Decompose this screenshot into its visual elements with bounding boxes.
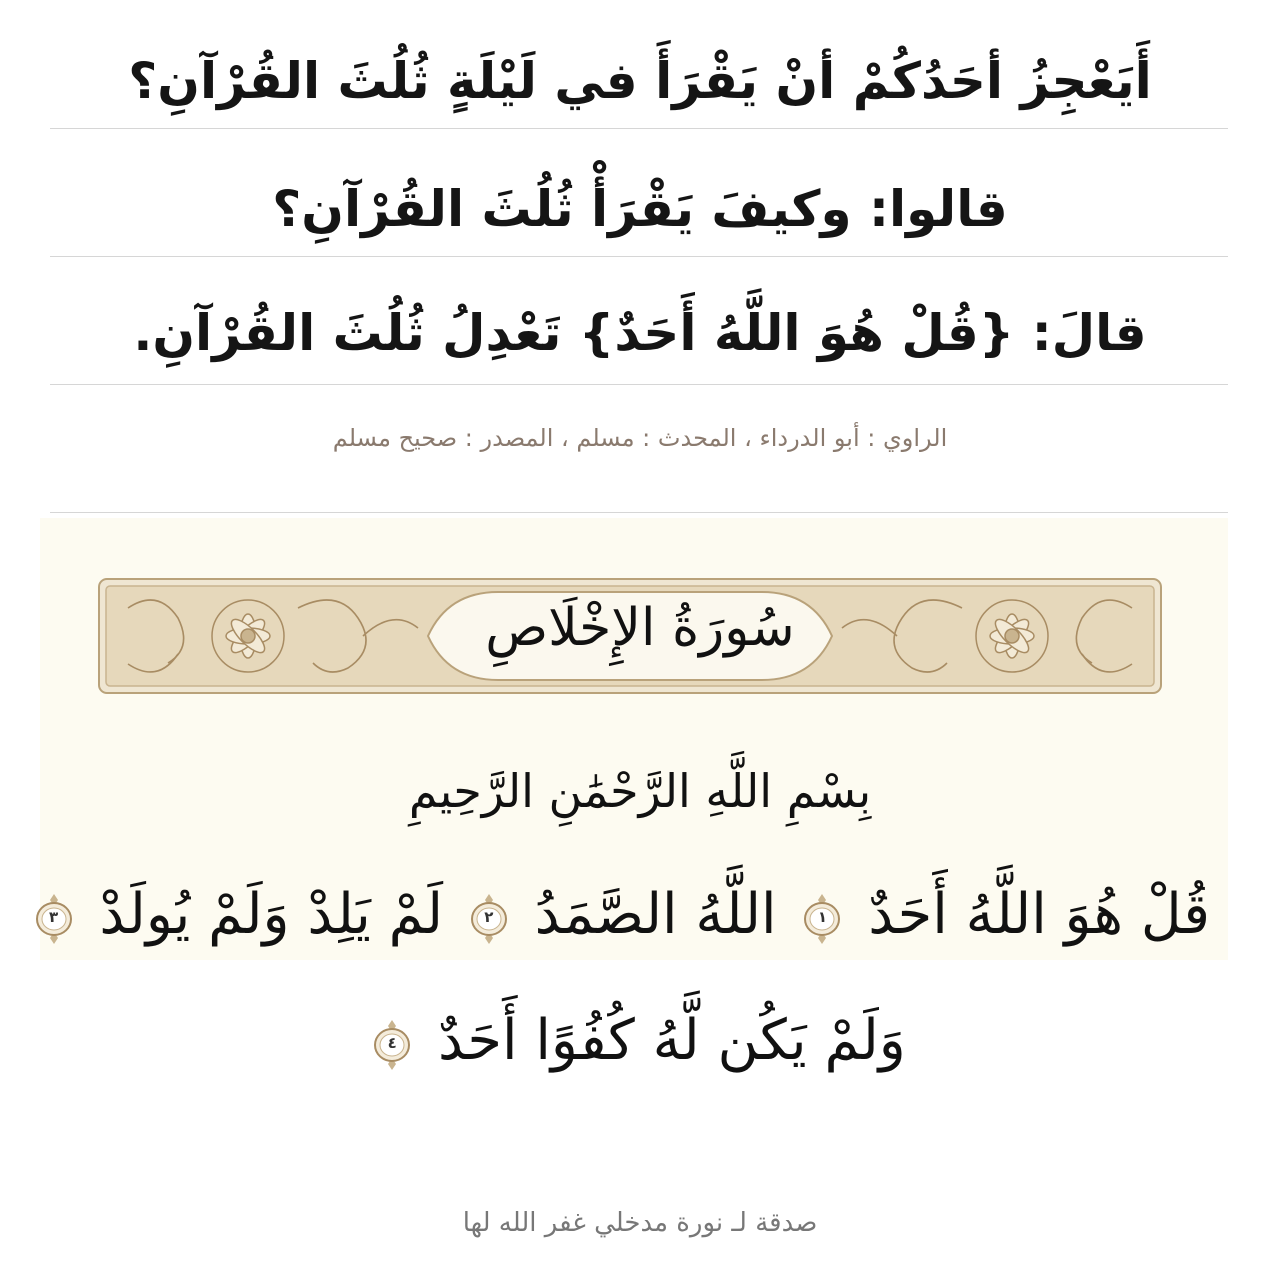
verse-number-marker: ٤ — [372, 1018, 412, 1072]
verse-text: اللَّهُ الصَّمَدُ — [534, 882, 777, 947]
divider — [50, 512, 1228, 513]
divider — [50, 384, 1228, 385]
basmala: بِسْمِ اللَّهِ الرَّحْمَٰنِ الرَّحِيمِ — [408, 764, 872, 818]
verse-line-1 — [49, 882, 1210, 947]
verse-text: قُلْ هُوَ اللَّهُ أَحَدٌ — [868, 882, 1210, 947]
verse-text: وَلَمْ يَكُن لَّهُ كُفُوًا أَحَدٌ — [437, 1008, 906, 1073]
verse-text: لَمْ يَلِدْ وَلَمْ يُولَدْ — [99, 882, 444, 947]
verse-number-marker: ٣ — [34, 892, 74, 946]
hadith-line-3: قالَ: {قُلْ هُوَ اللَّهُ أَحَدٌ} تَعْدِلُ ثُلُثَ القُرْآنِ. — [133, 304, 1147, 362]
verse-number-marker: ٢ — [469, 892, 509, 946]
divider — [50, 128, 1228, 129]
divider — [50, 256, 1228, 257]
verse-number-marker: ١ — [802, 892, 842, 946]
surah-title: سُورَةُ الإِخْلَاصِ — [485, 598, 795, 658]
hadith-line-1: أَيَعْجِزُ أحَدُكُمْ أنْ يَقْرَأَ في لَيْلَةٍ ثُلُثَ القُرْآنِ؟ — [128, 52, 1152, 110]
narrator-source: الراوي : أبو الدرداء ، المحدث : مسلم ، المصدر : صحيح مسلم — [332, 424, 948, 452]
dedication-footer: صدقة لـ نورة مدخلي غفر الله لها — [462, 1208, 818, 1238]
verse-line-2 — [60, 1008, 1210, 1073]
hadith-line-2: قالوا: وكيفَ يَقْرَأْ ثُلُثَ القُرْآنِ؟ — [272, 180, 1008, 238]
